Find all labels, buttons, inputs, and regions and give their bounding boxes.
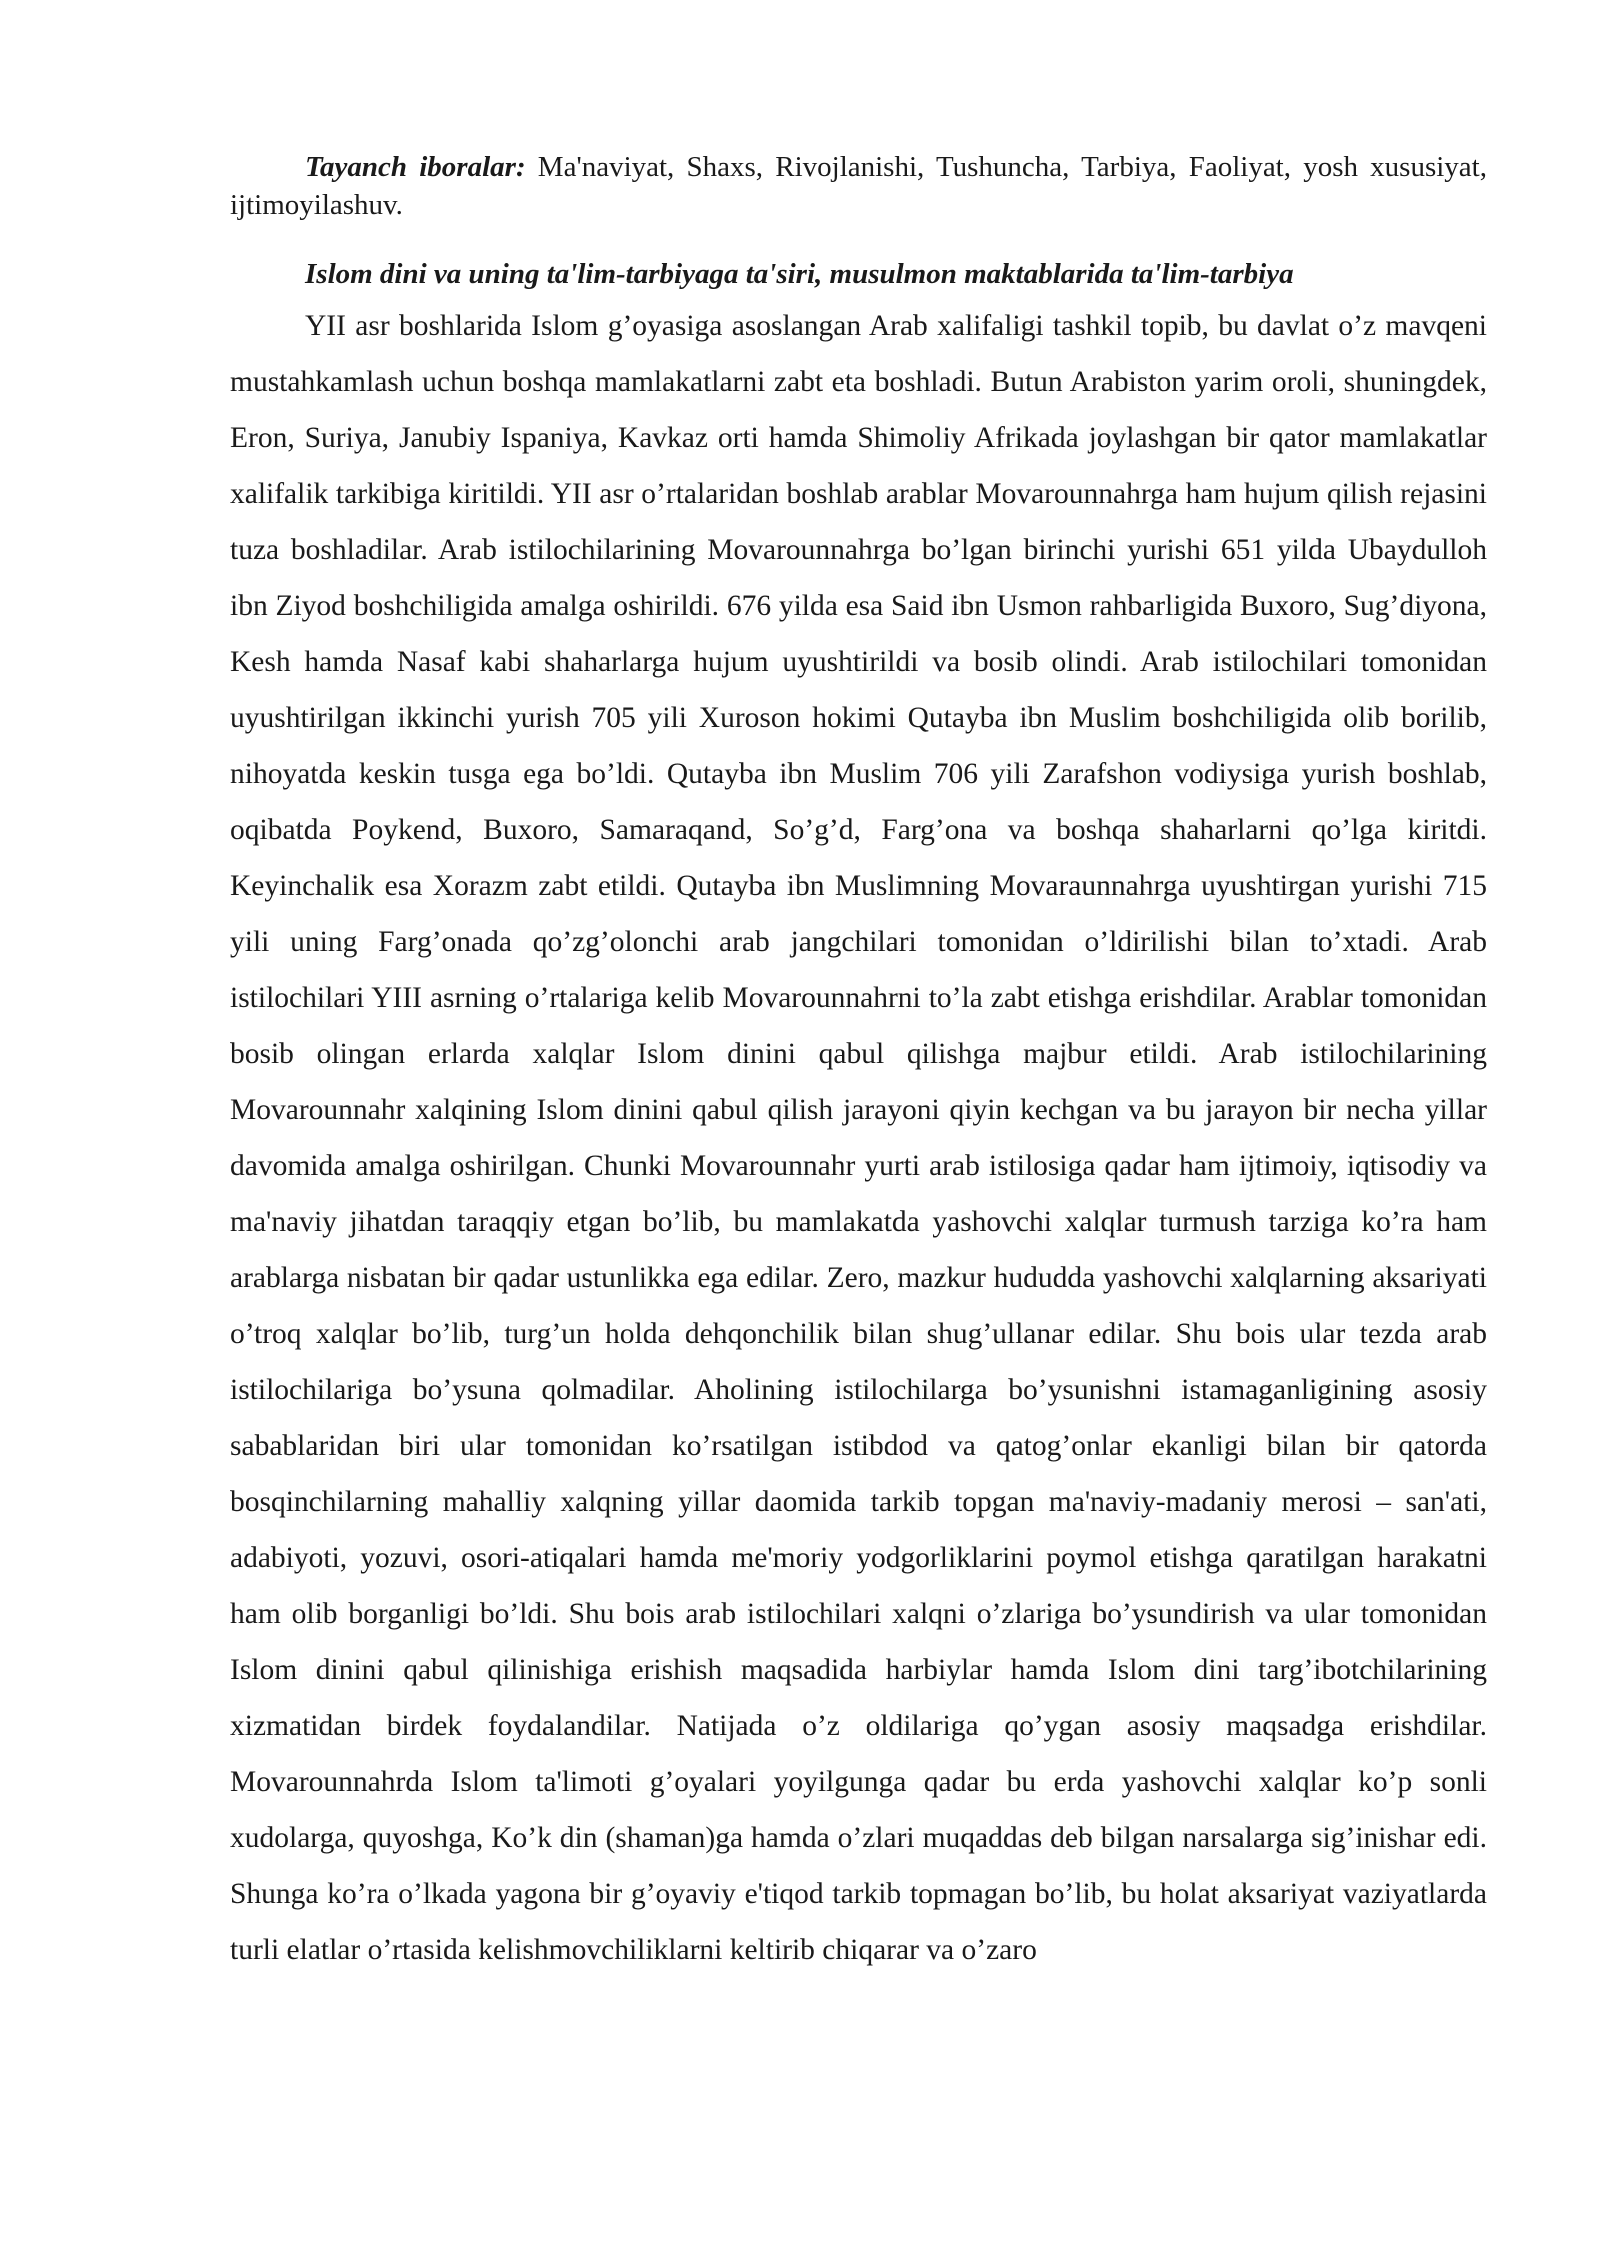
keywords-list: Ma'naviyat, Shaxs, Rivojlanishi, Tushuncha, Tarbiya, Faoliyat, yosh xususiyat, ijtimoyilashuv. xyxy=(230,151,1487,221)
section-heading: Islom dini va uning ta'lim-tarbiyaga ta'siri, musulmon maktablarida ta'lim-tarbiya xyxy=(305,258,1294,290)
keywords-paragraph xyxy=(230,148,1487,224)
document-page xyxy=(230,148,1487,1978)
body-paragraph: YII asr boshlarida Islom g’oyasiga asoslangan Arab xalifaligi tashkil topib, bu davlat o’z mavqeni mustahkamlash uchun boshqa mamlakatlarni zabt eta boshladi. Butun Arabiston yarim oroli, shuningdek, Eron, Suriya, Janubiy Ispaniya, Kavkaz orti hamda Shimoliy Afrikada joylashgan bir qator mamlakatlar xalifalik tarkibiga kiritildi. YII asr o’rtalaridan boshlab arablar Movarounnahrga ham hujum qilish rejasini tuza boshladilar. Arab istilochilarining Movarounnahrga bo’lgan birinchi yurishi 651 yilda Ubaydulloh ibn Ziyod boshchiligida amalga oshirildi. 676 yilda esa Said ibn Usmon rahbarligida Buxoro, Sug’diyona, Kesh hamda Nasaf kabi shaharlarga hujum uyushtirildi va bosib olindi. Arab istilochilari tomonidan uyushtirilgan ikkinchi yurish 705 yili Xuroson hokimi Qutayba ibn Muslim boshchiligida olib borilib, nihoyatda keskin tusga ega bo’ldi. Qutayba ibn Muslim 706 yili Zarafshon vodiysiga yurish boshlab, oqibatda Poykend, Buxoro, Samaraqand, So’g’d, Farg’ona va boshqa shaharlarni qo’lga kiritdi. Keyinchalik esa Xorazm zabt etildi. Qutayba ibn Muslimning Movaraunnahrga uyushtirgan yurishi 715 yili uning Farg’onada qo’zg’olonchi arab jangchilari tomonidan o’ldirilishi bilan to’xtadi. Arab istilochilari YIII asrning o’rtalariga kelib Movarounnahrni to’la zabt etishga erishdilar. Arablar tomonidan bosib olingan erlarda xalqlar Islom dinini qabul qilishga majbur etildi. Arab istilochilarining Movarounnahr xalqining Islom dinini qabul qilish jarayoni qiyin kechgan va bu jarayon bir necha yillar davomida amalga oshirilgan. Chunki Movarounnahr yurti arab istilosiga qadar ham ijtimoiy, iqtisodiy va ma'naviy jihatdan taraqqiy etgan bo’lib, bu mamlakatda yashovchi xalqlar turmush tarziga ko’ra ham arablarga nisbatan bir qadar ustunlikka ega edilar. Zero, mazkur hududda yashovchi xalqlarning aksariyati o’troq xalqlar bo’lib, turg’un holda dehqonchilik bilan shug’ullanar edilar. Shu bois ular tezda arab istilochilariga bo’ysuna qolmadilar. Aholining istilochilarga bo’ysunishni istamaganligining asosiy sabablaridan biri ular tomonidan ko’rsatilgan istibdod va qatog’onlar ekanligi bilan bir qatorda bosqinchilarning mahalliy xalqning yillar daomida tarkib topgan ma'naviy-madaniy merosi – san'ati, adabiyoti, yozuvi, osori-atiqalari hamda me'moriy yodgorliklarini poymol etishga qaratilgan harakatni ham olib borganligi bo’ldi. Shu bois arab istilochilari xalqni o’zlariga bo’ysundirish va ular tomonidan Islom dinini qabul qilinishiga erishish maqsadida harbiylar hamda Islom dini targ’ibotchilarining xizmatidan birdek foydalandilar. Natijada o’z oldilariga qo’ygan asosiy maqsadga erishdilar. Movarounnahrda Islom ta'limoti g’oyalari yoyilgunga qadar bu erda yashovchi xalqlar ko’p sonli xudolarga, quyoshga, Ko’k din (shaman)ga hamda o’zlari muqaddas deb bilgan narsalarga sig’inishar edi. Shunga ko’ra o’lkada yagona bir g’oyaviy e'tiqod tarkib topmagan bo’lib, bu holat aksariyat vaziyatlarda turli elatlar o’rtasida kelishmovchiliklarni keltirib chiqarar va o’zaro xyxy=(230,310,1487,1966)
keywords-label: Tayanch iboralar: xyxy=(305,151,526,183)
